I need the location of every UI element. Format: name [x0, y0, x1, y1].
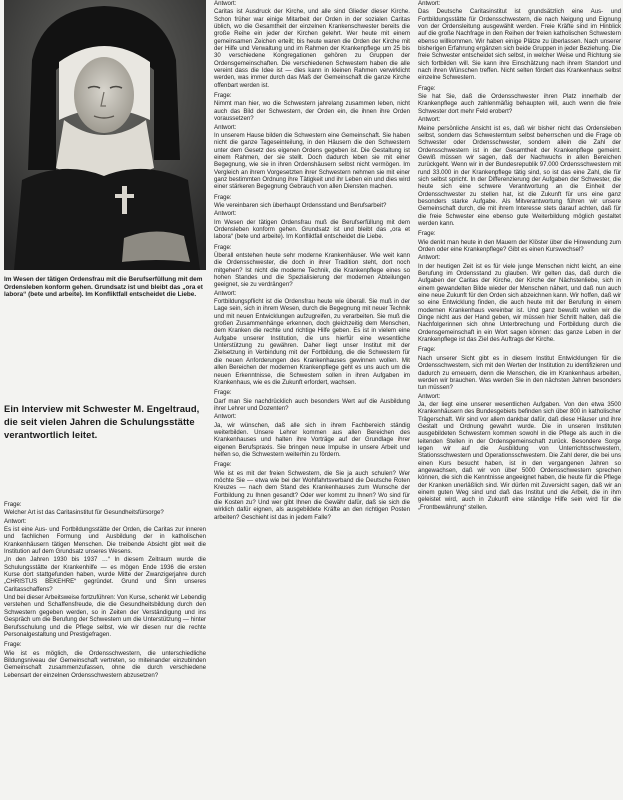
- column-2-text: [214, 0, 410, 522]
- paragraph: Antwort:: [214, 413, 237, 421]
- paragraph: Welcher Art ist das Caritasinstitut für Gesundheitsfürsorge?: [4, 509, 164, 517]
- photo-caption: Im Wesen der tätigen Ordensfrau mit die Berufserfüllung mit dem Ordensleben konform gehen. Grundsatz ist und bleibt das „ora et labora“ (bete und arbeite). Im Konfliktfall entscheidet die Liebe.: [4, 276, 203, 299]
- question-label: Frage:: [214, 243, 232, 251]
- question-label: Frage:: [214, 92, 232, 100]
- paragraph: Antwort:: [418, 116, 441, 124]
- paragraph: Antwort:: [214, 0, 237, 7]
- question-label: Frage:: [4, 501, 22, 508]
- paragraph: Wie denkt man heute in den Mauern der Klöster über die Hinwendung zum Orden oder eine Krankenpflege? Gibt es einen Kurswechsel?: [418, 238, 621, 253]
- paragraph: Und bei dieser Arbeitsweise fortzuführen: Von Kurse, schenkt wir Lebendig verstehen und Schaffensfreude, die die Gesundheitsbildung durch den Schwestern gegeben werden, so in Zeiten der Verständigung und ins Gespräch um die Berufung der Schwestern um die Unterstützung — hinter Berufsschulung und die Pflege selbst, wie wir diesen nur die rechte Personalgestaltung und Prestigefragen.: [4, 594, 206, 638]
- paragraph: Antwort:: [418, 0, 441, 7]
- paragraph: Antwort:: [214, 123, 237, 131]
- paragraph: In der heutigen Zeit ist es für viele junge Menschen nicht leicht, an eine Berufung im Ordensstand zu glauben. Wir gelten das, daß durch die Aufgaben der Caritas der Kirche, der Kirche der Nächstenliebe, sich in einem gewandelten Bilde wieder der Menschen nähert, und daß nun auch eine neue Zukunft für den Orden sich abzeichnen kann. Wir hoffen, daß wir so eine Entwicklung finden, die auch heute mit der Berufung in einem modernen Krankenhaus vereinbar ist. Und ganz bewußt wollen wir die Dinge nicht aus der Hand geben, wir müssen hier Schritt halten, daß die Nachfolgerinnen sich ohne Unterbrechung und Fortbildung durch die Ordensgemeinschaft in ein Wort sagen können: das ganze Leben in der Krankenpflege ist das Ziel des Auftrags der Kirche.: [418, 262, 621, 344]
- nun-portrait-photo: [4, 0, 206, 270]
- paragraph: Das Deutsche Caritasinstitut ist grundsätzlich eine Aus- und Fortbildungsstätte für Ordensschwestern, die nach Neigung und Eignung von der Ordensleitung ausgewählt werden. Freie Kräfte sind im Hinblick auf die große Nachfrage in den Reihen der freien katholischen Schwestern ebenso willkommen. Wir haben einige Plätze zu überlassen. Nach unserer bisherigen Erfahrung ergänzen sich beide Gruppen in jeder Beziehung. Die freie Schwester entscheidet sich selbst, in welcher Weise und Richtung sie sich fortbilden will. Sie kann ihre Einschätzung nach ihrem Standort und nach ihren Wünschen treffen. Nicht selten fördert das Krankenhaus selbst einzelne Schwestern.: [418, 8, 621, 82]
- question-label: Frage:: [418, 346, 436, 354]
- paragraph: Antwort:: [214, 210, 237, 218]
- paragraph: Fortbildungspflicht ist die Ordensfrau heute wie überall. Sie muß in der Lage sein, sich in ihrem Wesen, durch die Begegnung mit neuer Technik und mit neuen Entwicklungen aufzugreifen, zu verarbeiten. Sie muß die großen Zusammenhänge erkennen, doch gleichzeitig dem Menschen, dem Kranken die rechte und richtige Hilfe geben. Es ist in vielem eine Aufgabe unserer Institution, die uns hierfür eine wesentliche Unterstützung zu gewähren. Daher liegt unser Institut mit der Zielsetzung in Verbindung mit der Fortbildung, die die Schwestern für die neuen Anforderungen des Krankenhauses gewinnen wollen. Mit allen Bereichen der modernen Krankenpflege geht es uns auch um die neuen Erkenntnisse, die Schwestern sollen in ihren Aufgaben im Krankenhaus, wie es die Zukunft erfordert, wachsen.: [214, 298, 410, 386]
- paragraph: In unserem Hause bilden die Schwestern eine Gemeinschaft. Sie haben nicht die ganze Tageseinteilung, in den Häusern die den Schwestern unter dem Gesetz des eigenen Ordens gegeben ist. Die Gestaltung ist einem Rahmen, der sie stellt. Doch dadurch leben sie mit einer Begegnung, wie sie in ihren Ordenshäusern selbst nicht vermögen. Im Vergleich an ihrem Vorgesetzten ihrer Schwestern nehmen sie mit einer ganz bestimmten Ordnung ihre Tätigkeit und ihr Leben ein und dies wird einer stärkeren Begegnung Gebrauch von allen Diensten machen.: [214, 131, 410, 191]
- question-label: Frage:: [214, 193, 232, 201]
- paragraph: Antwort:: [418, 392, 441, 400]
- paragraph: Sie hat Sie, daß die Ordensschwester ihren Platz innerhalb der Krankenpflege auch zahlenmäßig behaupten will, auch wenn die freie Schwester dort mehr Feld erobert?: [418, 93, 621, 115]
- paragraph: Antwort:: [214, 289, 237, 297]
- question-label: Frage:: [418, 230, 436, 238]
- paragraph: Wie ist es möglich, die Ordensschwestern, die unterschiedliche Bildungsniveau der Gemeinschaft vertreten, so miteinander einzubinden Gemeinschaft zusammenzufassen, ohne die durch verschiedene Lebensart der einzelnen Ordensschwestern abzusetzen?: [4, 649, 206, 679]
- paragraph: Nimmt man hier, wo die Schwestern jahrelang zusammen leben, nicht auch das Bild der Schwestern, der Orden ein, die ihnen ihre Orden voraussetzen?: [214, 100, 410, 123]
- question-label: Frage:: [214, 461, 232, 469]
- paragraph: Es ist eine Aus- und Fortbildungsstätte der Orden, die Caritas zur inneren und fachlichen Formung und Ausbildung der in katholischen Krankenhäusern tätigen Menschen. Die treibende Absicht gibt weit die Institution auf dem Grundsatz unseres Wesens.: [4, 526, 206, 556]
- paragraph: Darf man Sie nachdrücklich auch besonders Wert auf die Ausbildung ihrer Lehrer und Dozenten?: [214, 397, 410, 412]
- column-3-text: [418, 0, 621, 800]
- question-label: Frage:: [214, 389, 232, 397]
- question-label: Frage:: [4, 641, 22, 649]
- paragraph: Im Wesen der tätigen Ordensfrau muß die Berufserfüllung mit dem Ordensleben konform gehen. Grundsatz ist und bleibt das „ora et labora“ (bete und arbeite). Im Konfliktfall entscheidet die Liebe.: [214, 218, 410, 241]
- paragraph: „In den Jahren 1930 bis 1937 …“ In diesem Zeitraum wurde die Schulungsstätte der Krankenhilfe — es mögen Ende 1936 die ersten Kurse dort stattgefunden haben, wurde Mitte der Zwanzigerjahre durch „CHRISTUS BEKEHRE“ gegründet. Grund und Sinn unseres Caritasschaffens?: [4, 556, 206, 593]
- paragraph: Ja, der liegt eine unserer wesentlichen Aufgaben. Von den etwa 3500 Krankenhäusern des Bundesgebiets befinden sich über 800 in katholischer Trägerschaft. Wir sind vor allem dankbar dafür, daß diese Häuser und ihre Gestalt und Ordnung gewahrt wurde. Die in unseren Instituten ausgebildeten Schwestern kommen sowohl in die Pflege als auch in die leitenden Stellen in der Ordensgemeinschaft zurück. Besondere Sorge legen wir auf die Ausbildung von Unterrichtsschwestern, Stationsschwestern und Operationsschwestern. Die Zahl derer, die bei uns einen Kurs besucht haben, ist in den vergangenen Jahren so angewachsen, daß wir von über 5000 Ordensschwestern sprechen können, die sich die Kenntnisse angeeignet haben, die heute für die Pflege der Kranken unerläßlich sind. Wir dürfen mit Zuversicht sagen, daß wir an einem guten Weg sind und daß das Institut und die Arbeit, die in ihm geleistet wird, auch in Zukunft eine ständige Hilfe sein wird für die „Frontbewährung“ stellen.: [418, 400, 621, 511]
- paragraph: Antwort:: [418, 254, 441, 262]
- paragraph: Meine persönliche Ansicht ist es, daß wir bisher nicht das Ordensleben selbst, sondern das Schwesterntum selbst beherrschen und die Frage ob Schwester oder Ordensschwester, sondern allein die Zahl der Ordensschwestern ist in der Gesamtheit der Krankenpflege gemeint. Gewiß müssen wir sagen, daß der Nachwuchs in allen Bereichen zurückgeht. Wenn wir in der Bundesrepublik 97.000 Ordensschwestern mit rund 33.000 in der Krankenpflege tätig sind, so ist das eine Zahl, die für sich selbst spricht. In der Differenzierung der Aufgaben der Schwester, die heute sich eine schwere Verantwortung an die Einheit der Ordensschwester zu stellen hat, ist die Zukunft für uns eine ganz besonders starke Aufgabe. Als Mitverantwortung führen wir unsere Gemeinschaft durch, die mit ihrem Interesse stets darauf achten, daß für die freie Schwester eine ebenso gute Weiterbildung möglich gestaltet werden kann.: [418, 124, 621, 227]
- paragraph: Überall entstehen heute sehr moderne Krankenhäuser. Wie weit kann die Ordensschwester, die doch in ihrer Tradition steht, dort noch mitgehen? Ist nicht die moderne Technik, die Krankenpflege eines so hohen Standes und die Spezialisierung der modernen Abteilungen geeignet, sie zu verdrängen?: [214, 252, 410, 289]
- paragraph: Ja, wir wünschen, daß alle sich in ihrem Fachbereich ständig weiterbilden. Unsere Lehrer kommen aus allen Bereichen des Krankenhauses und halten ihre Vorträge auf der Grundlage ihrer eigenen Berufspraxis. Sie bringen neue Impulse in unsere Arbeit und helfen so, die Schwestern weiterhin zu fördern.: [214, 421, 410, 458]
- paragraph: Wie vereinbaren sich überhaupt Ordensstand und Berufsarbeit?: [214, 201, 387, 209]
- paragraph: Wie ist es mit der freien Schwestern, die Sie ja auch schulen? Wer möchte Sie — etwa wie bei der Wohlfahrtsverband die Deutsche Roten Kreuzes — nach dem Stand des Krankenhauses zum Wunsche der Fortbildung zu Ihnen gesandt? Oder wer kommt zu Ihnen? Wo sind für die Kosten zu? Und wer gibt Ihnen die Gewähr dafür, daß sie sich die wirklich dafür eignen, als ausgebildete Kräfte an den richtigen Posten arbeiten? Geschieht ist das in jedem Falle?: [214, 469, 410, 521]
- question-label: Frage:: [418, 84, 436, 92]
- column-1-text: [4, 498, 206, 680]
- paragraph: Caritas ist Ausdruck der Kirche, und alle sind Glieder dieser Kirche. Schon früher war einige Mitarbeit der Orden in der sozialen Caritas üblich, wo die Gesamtheit der einzelnen Krankenschwester bereits die große Reihe ein jeder der Kirchen gelehrt. Wer heute mit einem gemeinsamen Zeichen erteilt; bis heute waren die Orden der Kirche mit der Hilfe und Verwaltung und im Rahmen der Krankenpflege um 25 bis 30 verschiedene Kongregationen gehören zu Gruppen der Ordensgemeinschaften. Die verschiedenen Schwestern haben die alle vereint dass die Idee ist — dies kann in kleinen Rahmen verwirklicht werden, was immer durch das Maß der Gemeinschaft die ganze Kirche offenbart werden ist.: [214, 8, 410, 89]
- interview-intro: Ein Interview mit Schwester M. Engeltraud, die seit vielen Jahren die Schulungsstätte verantwortlich leitet.: [4, 403, 200, 440]
- paragraph: Nach unserer Sicht gibt es in diesem Institut Entwicklungen für die Ordensschwestern, sich mit den Werten der Institution zu identifizieren und dadurch zu erneuern, denn die Menschen, die im Krankenhaus arbeiten, werden wir brauchen. Was werden Sie in den nächsten Jahren besonders tun müssen?: [418, 354, 621, 392]
- paragraph: Antwort:: [4, 517, 27, 525]
